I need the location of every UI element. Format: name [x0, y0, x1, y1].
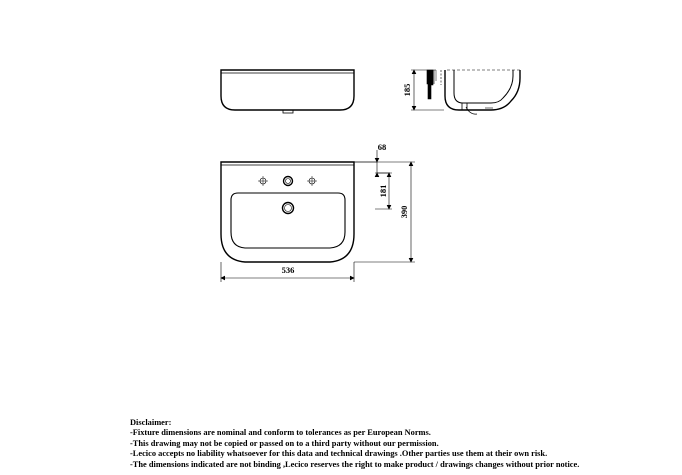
disclaimer: [130, 418, 675, 470]
disclaimer-title: Disclaimer:: [130, 418, 172, 427]
disclaimer-line: -The dimensions indicated are not binding ,Lecico reserves the right to make product / drawings changes without prior notice.: [130, 459, 580, 469]
disclaimer-line: -Lecico accepts no liability whatsoever for this data and technical drawings .Other parties use them at their own risk.: [130, 449, 548, 459]
side-section-view: [427, 70, 520, 114]
center-tap-hole: [284, 177, 293, 186]
bowl-depth-label: 181: [378, 184, 388, 198]
waste-outlet: [283, 203, 294, 214]
plan-view: [221, 162, 354, 262]
disclaimer-line: -This drawing may not be copied or passed on to a third party without our permission.: [130, 438, 439, 448]
height-dimension-label: 185: [402, 83, 412, 97]
width-label: 536: [281, 265, 295, 275]
front-view: [221, 70, 354, 113]
disclaimer-line: -Fixture dimensions are nominal and conform to tolerances as per European Norms.: [130, 428, 431, 438]
tap-offset-label: 68: [377, 142, 387, 152]
depth-label: 390: [399, 205, 409, 219]
